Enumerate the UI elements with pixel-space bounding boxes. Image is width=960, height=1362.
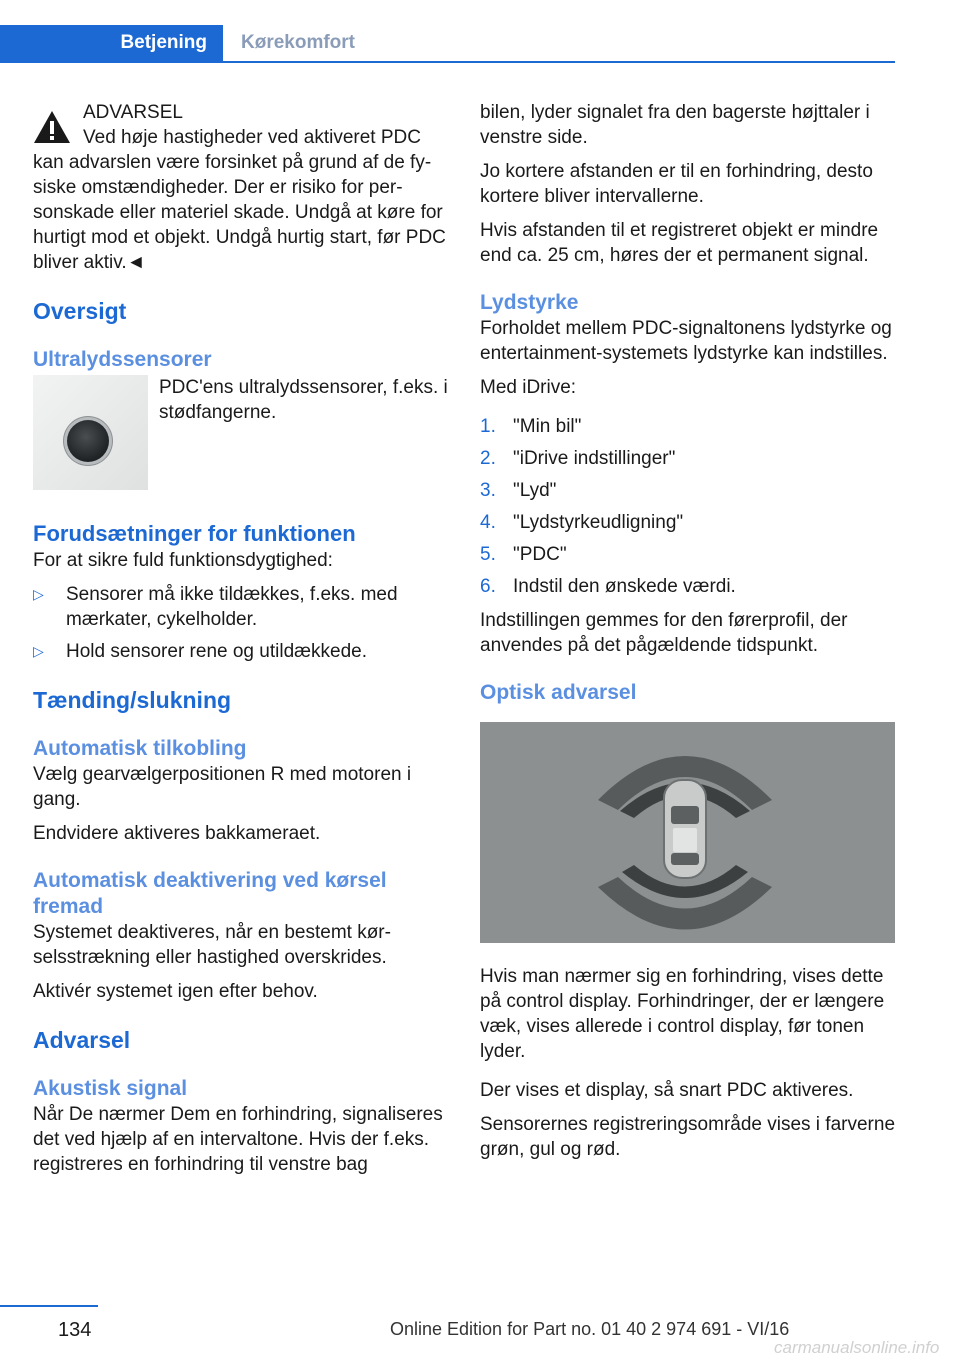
page-number: 134 — [58, 1319, 92, 1341]
pdc-display-diagram — [480, 722, 895, 943]
list-item — [33, 582, 448, 632]
warning-triangle-icon — [33, 110, 71, 144]
auto-off-text-1: Systemet deaktiveres, når en bestemt kørselsstrækning eller hastighed overskrides. — [33, 922, 391, 968]
profile-text: Indstillingen gemmes for den førerprofil, der anvendes på det pågældende tidspunkt. — [480, 610, 848, 656]
interval-text: Jo kortere afstanden er til en forhindring, desto kortere bliver intervallerne. — [480, 161, 873, 207]
sensor-caption: PDC'ens ultralydssensorer, f.eks. i stødfangerne. — [159, 377, 448, 423]
forudsaetninger-intro: For at sikre fuld funktionsdygtighed: — [33, 550, 333, 571]
heading-taending: Tænding/slukning — [33, 687, 232, 713]
warning-box — [33, 100, 448, 275]
auto-on-text-2: Endvidere aktiveres bakkameraet. — [33, 823, 321, 844]
akustisk-continued: bilen, lyder signalet fra den bagerste højttaler i venstre side. — [480, 102, 870, 148]
heading-optisk-advarsel: Optisk advarsel — [480, 681, 637, 704]
heading-advarsel: Advarsel — [33, 1027, 131, 1053]
right-column — [480, 100, 895, 1171]
list-item — [480, 542, 895, 567]
bullet-text: Sensorer må ikke tildækkes, f.eks. med mærkater, cykelholder. — [66, 584, 398, 630]
step-text: "Lydstyrkeudligning" — [513, 512, 684, 533]
tab-korekomfort[interactable]: Kørekomfort — [241, 32, 356, 53]
step-number: 6. — [480, 576, 496, 597]
watermark: carmanualsonline.info — [774, 1338, 940, 1357]
permanent-signal-text: Hvis afstanden til et registreret objekt er mindre end ca. 25 cm, høres der et permanent signal. — [480, 220, 879, 266]
heading-auto-tilkobling: Automatisk tilkobling — [33, 737, 247, 760]
list-item — [480, 446, 895, 471]
footer-rule — [0, 1305, 98, 1307]
warning-title: ADVARSEL — [83, 102, 183, 123]
heading-forudsaetninger: Forudsætninger for funktionen — [33, 521, 356, 546]
step-text: "iDrive indstillinger" — [513, 448, 676, 469]
triangle-bullet-icon: ▷ — [33, 586, 44, 602]
list-item — [480, 510, 895, 535]
step-text: "PDC" — [513, 544, 567, 565]
step-number: 5. — [480, 544, 496, 565]
heading-lydstyrke: Lydstyrke — [480, 291, 579, 314]
heading-ultralydssensorer: Ultralydssensorer — [33, 348, 212, 371]
list-item — [480, 414, 895, 439]
idrive-steps-list — [480, 414, 895, 599]
heading-akustisk-signal: Akustisk signal — [33, 1077, 188, 1100]
auto-on-text-1: Vælg gearvælgerpositionen R med motoren i gang. — [33, 764, 412, 810]
auto-off-text-2: Aktivér systemet igen efter behov. — [33, 981, 318, 1002]
sensor-dot-icon — [67, 420, 109, 462]
ultrasonic-sensor-image — [33, 375, 148, 490]
optisk-text-2: Der vises et display, så snart PDC aktiveres. — [480, 1080, 854, 1101]
tab-betjening[interactable]: Betjening — [0, 25, 223, 61]
requirements-list — [33, 582, 448, 664]
step-text: "Min bil" — [513, 416, 582, 437]
heading-auto-deaktivering: Automatisk deaktivering ved kørsel fremad — [33, 869, 387, 918]
heading-oversigt: Oversigt — [33, 298, 127, 324]
left-column — [33, 100, 448, 1186]
step-number: 1. — [480, 416, 496, 437]
step-text: Indstil den ønskede værdi. — [513, 576, 736, 597]
list-item — [480, 574, 895, 599]
triangle-bullet-icon: ▷ — [33, 643, 44, 659]
car-top-view-icon — [664, 780, 706, 878]
akustisk-text: Når De nærmer Dem en forhindring, signaliseres det ved hjælp af en intervaltone. Hvis der f.eks. registreres en forhindring til venstre bag — [33, 1104, 443, 1175]
warning-lead: Ved høje hastigheder ved aktiveret PDC — [83, 127, 421, 148]
header-tabbar — [0, 25, 895, 63]
step-text: "Lyd" — [513, 480, 557, 501]
lydstyrke-text: Forholdet mellem PDC-signaltonens lydstyrke og entertainment-systemets lydstyrke kan indstilles. — [480, 318, 892, 364]
list-item — [33, 639, 448, 664]
warning-body: kan advarslen være forsinket på grund af de fysiske omstændigheder. Der er risiko for personskade eller materiel skade. Undgå at køre for hurtigt mod et objekt. Undgå hurtig start, før PDC bliver aktiv.◄ — [33, 152, 446, 273]
step-number: 3. — [480, 480, 496, 501]
list-item — [480, 478, 895, 503]
optisk-text-1: Hvis man nærmer sig en forhindring, vises dette på control display. Forhindringer, der er længere væk, vises allerede i control display, før tonen lyder. — [480, 966, 885, 1062]
bullet-text: Hold sensorer rene og utildækkede. — [66, 641, 368, 662]
edition-line: Online Edition for Part no. 01 40 2 974 691 - VI/16 — [390, 1319, 790, 1339]
sensor-figure-block — [33, 375, 448, 490]
optisk-text-3: Sensorernes registreringsområde vises i farverne grøn, gul og rød. — [480, 1114, 896, 1160]
step-number: 4. — [480, 512, 496, 533]
idrive-intro: Med iDrive: — [480, 377, 577, 398]
step-number: 2. — [480, 448, 496, 469]
